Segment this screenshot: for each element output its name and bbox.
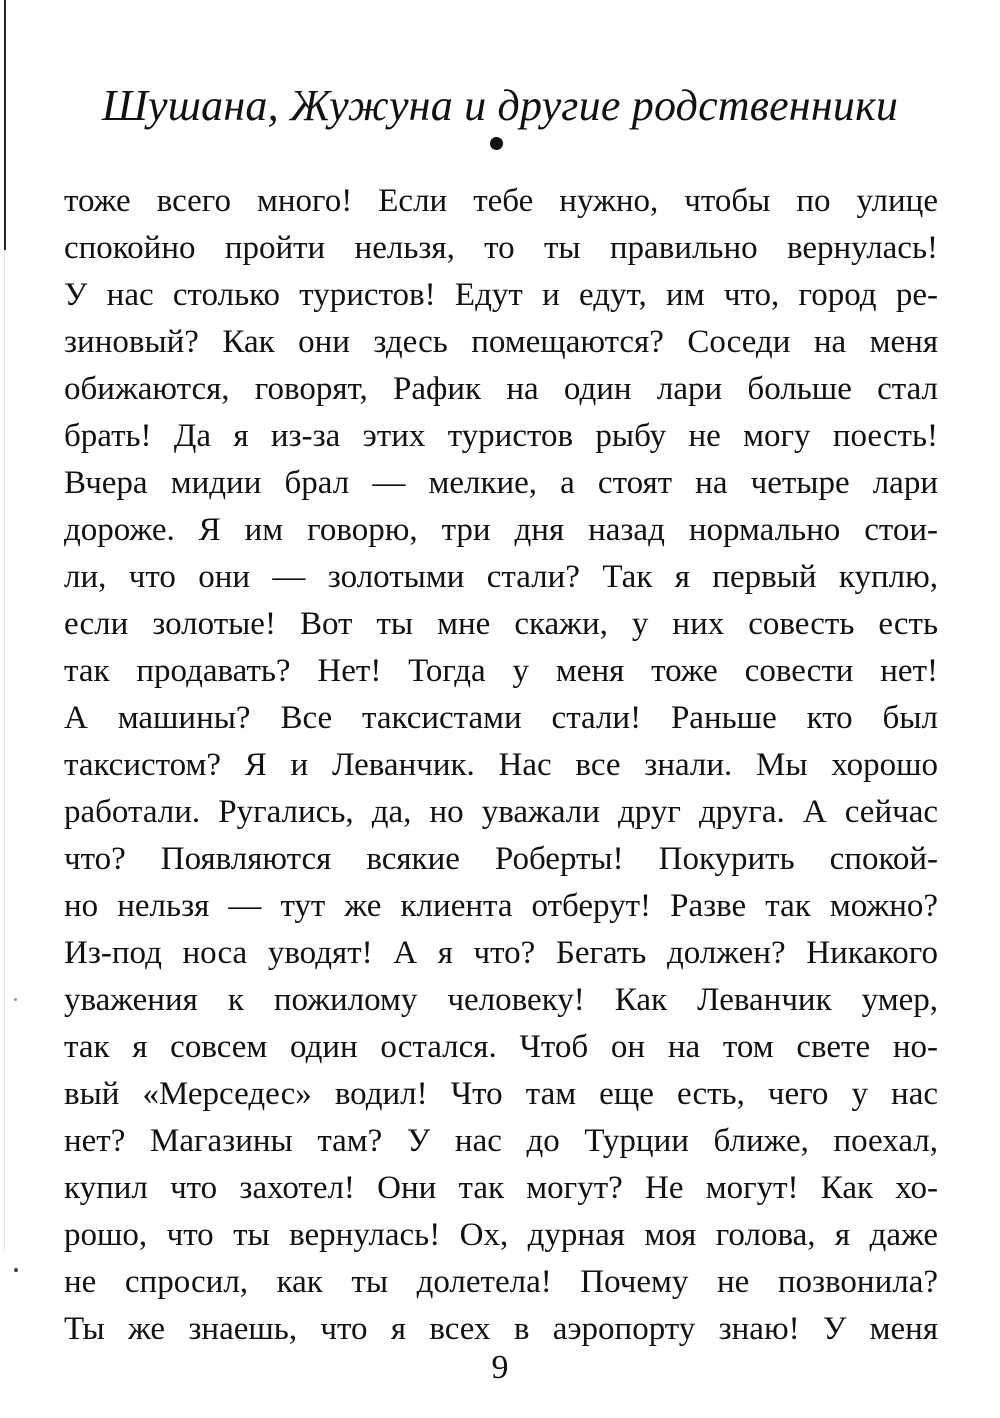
text-line: так продавать? Нет! Тогда у меня тоже совести нет! [64, 653, 938, 689]
page-number: 9 [491, 1349, 509, 1386]
text-line: нет? Магазины там? У нас до Турции ближе, поехал, [64, 1123, 938, 1159]
bullet-ornament [490, 137, 503, 150]
text-line: Вчера мидии брал — мелкие, а стоят на четыре лари [64, 465, 938, 501]
body-text [64, 178, 938, 1353]
text-line: вый «Мерседес» водил! Что там еще есть, чего у нас [64, 1076, 938, 1112]
text-line: брать! Да я из-за этих туристов рыбу не могу поесть! [64, 418, 938, 454]
text-line: Ты же знаешь, что я всех в аэропорту знаю! У меня [64, 1311, 938, 1347]
text-line: У нас столько туристов! Едут и едут, им что, город ре- [64, 277, 938, 313]
running-head: Шушана, Жужуна и другие родственники [101, 81, 899, 130]
text-line: уважения к пожилому человеку! Как Леванчик умер, [64, 982, 938, 1018]
text-line: что? Появляются всякие Роберты! Покурить спокой- [64, 841, 938, 877]
text-line: ли, что они — золотыми стали? Так я первый куплю, [64, 559, 938, 595]
text-line: таксистом? Я и Леванчик. Нас все знали. Мы хорошо [64, 747, 938, 783]
text-line: рошо, что ты вернулась! Ох, дурная моя голова, я даже [64, 1217, 938, 1253]
text-line: не спросил, как ты долетела! Почему не позвонила? [64, 1264, 938, 1300]
text-line: зиновый? Как они здесь помещаются? Соседи на меня [64, 324, 938, 360]
scan-speck [14, 998, 17, 1001]
text-line: но нельзя — тут же клиента отберут! Разве так можно? [64, 888, 938, 924]
page-edge-shadow [4, 250, 5, 1250]
text-line: спокойно пройти нельзя, то ты правильно вернулась! [64, 230, 938, 266]
text-line: дороже. Я им говорю, три дня назад нормально стои- [64, 512, 938, 548]
text-line: Из-под носа уводят! А я что? Бегать должен? Никакого [64, 935, 938, 971]
text-line: работали. Ругались, да, но уважали друг друга. А сейчас [64, 794, 938, 830]
text-line: если золотые! Вот ты мне скажи, у них совесть есть [64, 606, 938, 642]
text-line: купил что захотел! Они так могут? Не могут! Как хо- [64, 1170, 938, 1206]
scan-speck [14, 1268, 18, 1272]
text-line: тоже всего много! Если тебе нужно, чтобы по улице [64, 183, 938, 219]
text-line: так я совсем один остался. Чтоб он на том свете но- [64, 1029, 938, 1065]
text-line: обижаются, говорят, Рафик на один лари больше стал [64, 371, 938, 407]
text-line: А машины? Все таксистами стали! Раньше кто был [64, 700, 938, 736]
